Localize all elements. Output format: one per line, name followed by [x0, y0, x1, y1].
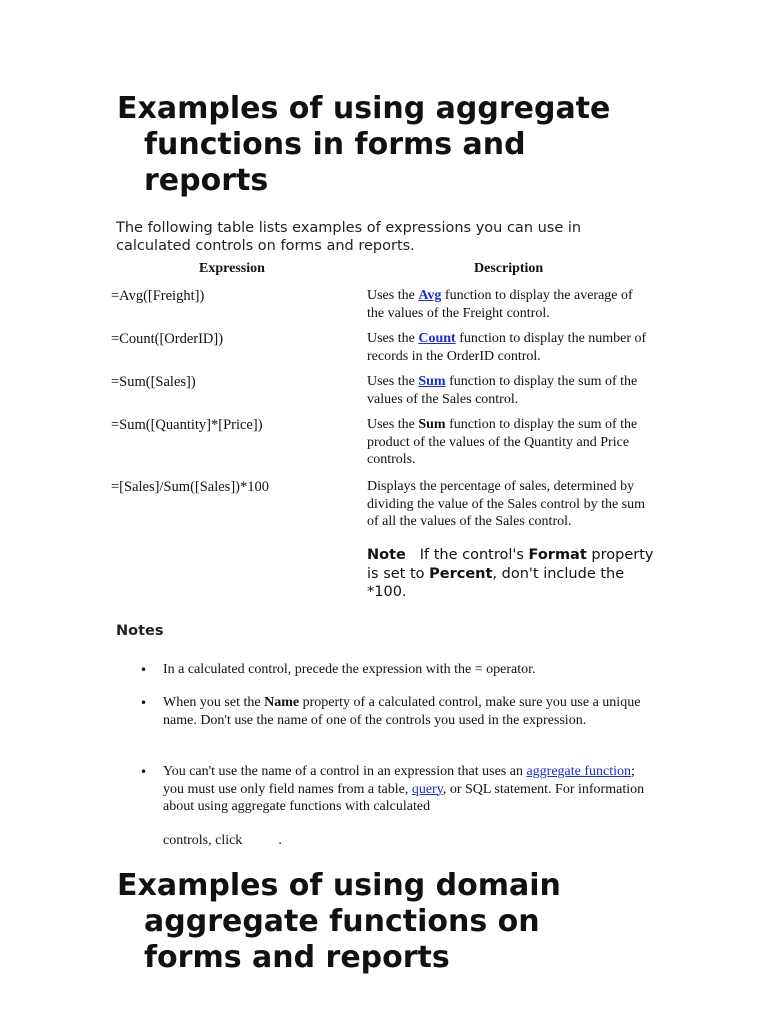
note-item-bold: Name	[264, 695, 300, 710]
note-text: , don't include the *100.	[367, 565, 625, 600]
sum-function-link[interactable]: Sum	[418, 374, 446, 389]
heading-line: aggregate functions on	[144, 904, 540, 939]
section-heading-aggregate	[117, 91, 677, 199]
note-block	[367, 546, 657, 602]
intro-paragraph: The following table lists examples of expressions you can use in calculated controls on forms and reports.	[116, 220, 582, 254]
description-cell	[367, 373, 652, 408]
note-item-text: ; you must use only field names from a table,	[163, 764, 635, 797]
heading-line: functions in forms and	[144, 127, 526, 162]
sum-function-name: Sum	[418, 417, 446, 432]
query-link[interactable]: query	[411, 781, 443, 797]
note-label: Note	[367, 547, 406, 563]
note-text: property is set to	[367, 547, 654, 582]
count-function-link[interactable]: Count	[418, 331, 456, 346]
description-cell	[367, 287, 652, 322]
section-heading-domain-aggregate	[117, 868, 677, 976]
description-cell: Displays the percentage of sales, determined by dividing the value of the Sales control by the sum of all the values of the Sales control.	[367, 479, 646, 529]
heading-line: Examples of using aggregate	[117, 91, 611, 126]
bullet-marker: •	[140, 696, 148, 710]
description-text: function to display the sum of the product of the values of the Quantity and Price controls.	[367, 417, 638, 467]
description-text: Uses the	[367, 374, 419, 389]
bullet-marker: •	[140, 765, 148, 779]
note-item-text: property of a calculated control, make sure you use a unique name. Don't use the name of one of the controls you used in the expression.	[163, 695, 641, 728]
expression-cell: =Sum([Sales])	[111, 374, 196, 390]
expression-cell: =Count([OrderID])	[111, 331, 224, 347]
note-list-item	[163, 694, 655, 729]
note-list-item: In a calculated control, precede the expression with the = operator.	[163, 662, 536, 677]
column-header-expression: Expression	[199, 261, 265, 276]
note-list-item-continuation	[163, 832, 655, 850]
column-header-description: Description	[474, 261, 544, 276]
expression-cell: =[Sales]/Sum([Sales])*100	[111, 479, 269, 495]
note-text: If the control's	[419, 547, 529, 563]
description-cell	[367, 330, 652, 365]
heading-line: Examples of using domain	[117, 868, 561, 903]
note-item-text: When you set the	[163, 695, 265, 710]
description-cell	[367, 416, 652, 469]
note-item-text: , or SQL statement. For information about using aggregate functions with calculated	[163, 781, 645, 814]
notes-heading: Notes	[116, 623, 164, 639]
description-text: Uses the	[367, 417, 419, 432]
heading-line: forms and reports	[144, 940, 450, 975]
expression-cell: =Avg([Freight])	[111, 288, 205, 304]
note-item-text: You can't use the name of a control in an expression that uses an	[163, 764, 527, 779]
note-percent-word: Percent	[429, 565, 493, 582]
description-text: function to display the sum of the values of the Sales control.	[367, 374, 638, 407]
note-format-word: Format	[528, 547, 587, 563]
note-item-text: controls, click	[163, 833, 243, 848]
description-text: Uses the	[367, 288, 419, 303]
description-text: function to display the average of the values of the Freight control.	[367, 288, 633, 321]
note-item-text: .	[278, 833, 282, 848]
heading-line: reports	[144, 163, 269, 198]
description-text: function to display the number of records in the OrderID control.	[367, 331, 647, 364]
avg-function-link[interactable]: Avg	[418, 288, 442, 303]
expression-cell: =Sum([Quantity]*[Price])	[111, 417, 263, 433]
aggregate-function-link[interactable]: aggregate function	[526, 764, 632, 779]
bullet-marker: •	[140, 663, 148, 677]
note-list-item	[163, 763, 655, 816]
description-text: Uses the	[367, 331, 419, 346]
